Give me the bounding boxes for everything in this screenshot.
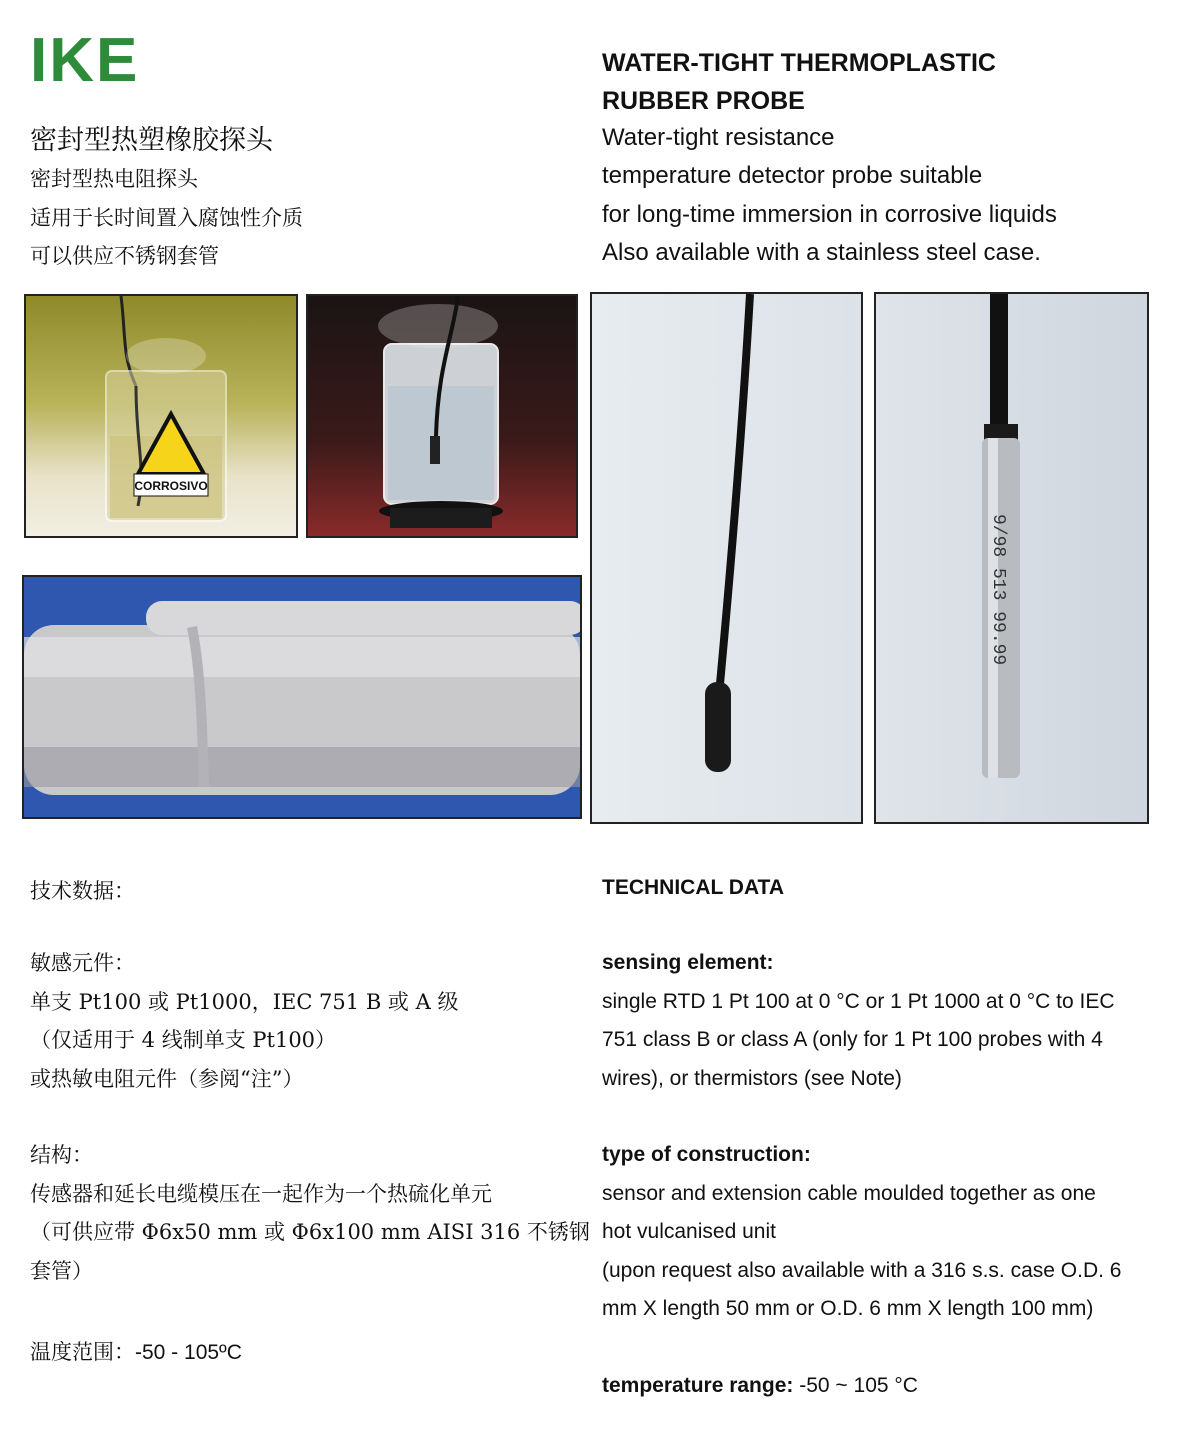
en-temp-value: -50 ~ 105 °C (793, 1374, 918, 1397)
frosted-pipe-illustration (24, 577, 580, 817)
en-title-line-1: WATER-TIGHT THERMOPLASTIC (602, 49, 996, 77)
zh-sensing-section (30, 944, 590, 1098)
zh-sensing-line-2: （仅适用于 4 线制单支 Pt100） (30, 1028, 337, 1052)
en-sensing-line-2: 751 class B or class A (only for 1 Pt 100 probes with 4 (602, 1028, 1103, 1051)
zh-construction-line-3: 套管） (30, 1258, 93, 1283)
en-construction-line-1: sensor and extension cable moulded together as one (602, 1181, 1096, 1205)
en-description-line-4: Also available with a stainless steel case. (602, 239, 1041, 266)
zh-construction-line-1: 传感器和延长电缆模压在一起作为一个热硫化单元 (30, 1181, 492, 1206)
en-construction-section (602, 1136, 1182, 1329)
zh-description-line-1: 密封型热电阻探头 (30, 167, 198, 191)
en-product-title (602, 44, 996, 120)
en-tech-heading: TECHNICAL DATA (602, 876, 784, 899)
corrosive-beaker-illustration (26, 296, 296, 536)
probe-marking: 9/98 513 99.99 (988, 514, 1008, 666)
en-temp-label: temperature range: (602, 1374, 794, 1397)
en-sensing-line-1: single RTD 1 Pt 100 at 0 °C or 1 Pt 1000 at 0 °C to IEC (602, 989, 1115, 1013)
en-description-line-1: Water-tight resistance (602, 124, 835, 151)
en-description-line-3: for long-time immersion in corrosive liquids (602, 201, 1057, 228)
en-construction-line-3: (upon request also available with a 316 s.s. case O.D. 6 (602, 1258, 1122, 1282)
zh-construction-heading: 结构： (30, 1143, 93, 1167)
en-sensing-line-3: wires), or thermistors (see Note) (602, 1066, 902, 1090)
corrosive-label: CORROSIVO (134, 479, 208, 493)
zh-sensing-line-1: 单支 Pt100 或 Pt1000，IEC 751 B 或 A 级 (30, 989, 459, 1014)
zh-description-line-3: 可以供应不锈钢套管 (30, 244, 219, 268)
en-sensing-section (602, 944, 1182, 1098)
photo-frosted-pipe (22, 575, 582, 819)
zh-construction-section (30, 1136, 590, 1290)
rubber-probe-illustration (592, 294, 861, 822)
zh-construction-line-2: （可供应带 Φ6x50 mm 或 Φ6x100 mm AISI 316 不锈钢 (30, 1220, 590, 1244)
en-construction-heading: type of construction: (602, 1143, 811, 1166)
en-description-line-2: temperature detector probe suitable (602, 162, 983, 189)
en-construction-line-4: mm X length 50 mm or O.D. 6 mm X length 100 mm) (602, 1297, 1094, 1320)
photo-corrosive-beaker (24, 294, 298, 538)
en-sensing-heading: sensing element: (602, 951, 774, 974)
zh-description-line-2: 适用于长时间置入腐蚀性介质 (30, 206, 303, 230)
zh-product-title: 密封型热塑橡胶探头 (30, 125, 273, 156)
en-construction-line-2: hot vulcanised unit (602, 1220, 776, 1243)
beaker-ice-illustration (308, 296, 576, 536)
photo-steel-probe (874, 292, 1149, 824)
en-temp-range (602, 1374, 918, 1398)
en-title-line-2: RUBBER PROBE (602, 87, 805, 115)
photo-beaker-ice (306, 294, 578, 538)
zh-temp-value: -50 - 105ºC (135, 1341, 242, 1364)
zh-temp-label: 温度范围： (30, 1340, 135, 1364)
ike-logo: IKE (30, 26, 140, 95)
zh-sensing-line-3: 或热敏电阻元件（参阅“注”） (30, 1066, 304, 1091)
zh-sensing-heading: 敏感元件： (30, 951, 135, 975)
steel-probe-illustration (876, 294, 1147, 822)
zh-tech-heading: 技术数据： (30, 879, 135, 903)
zh-temp-range (30, 1336, 242, 1366)
photo-rubber-probe (590, 292, 863, 824)
